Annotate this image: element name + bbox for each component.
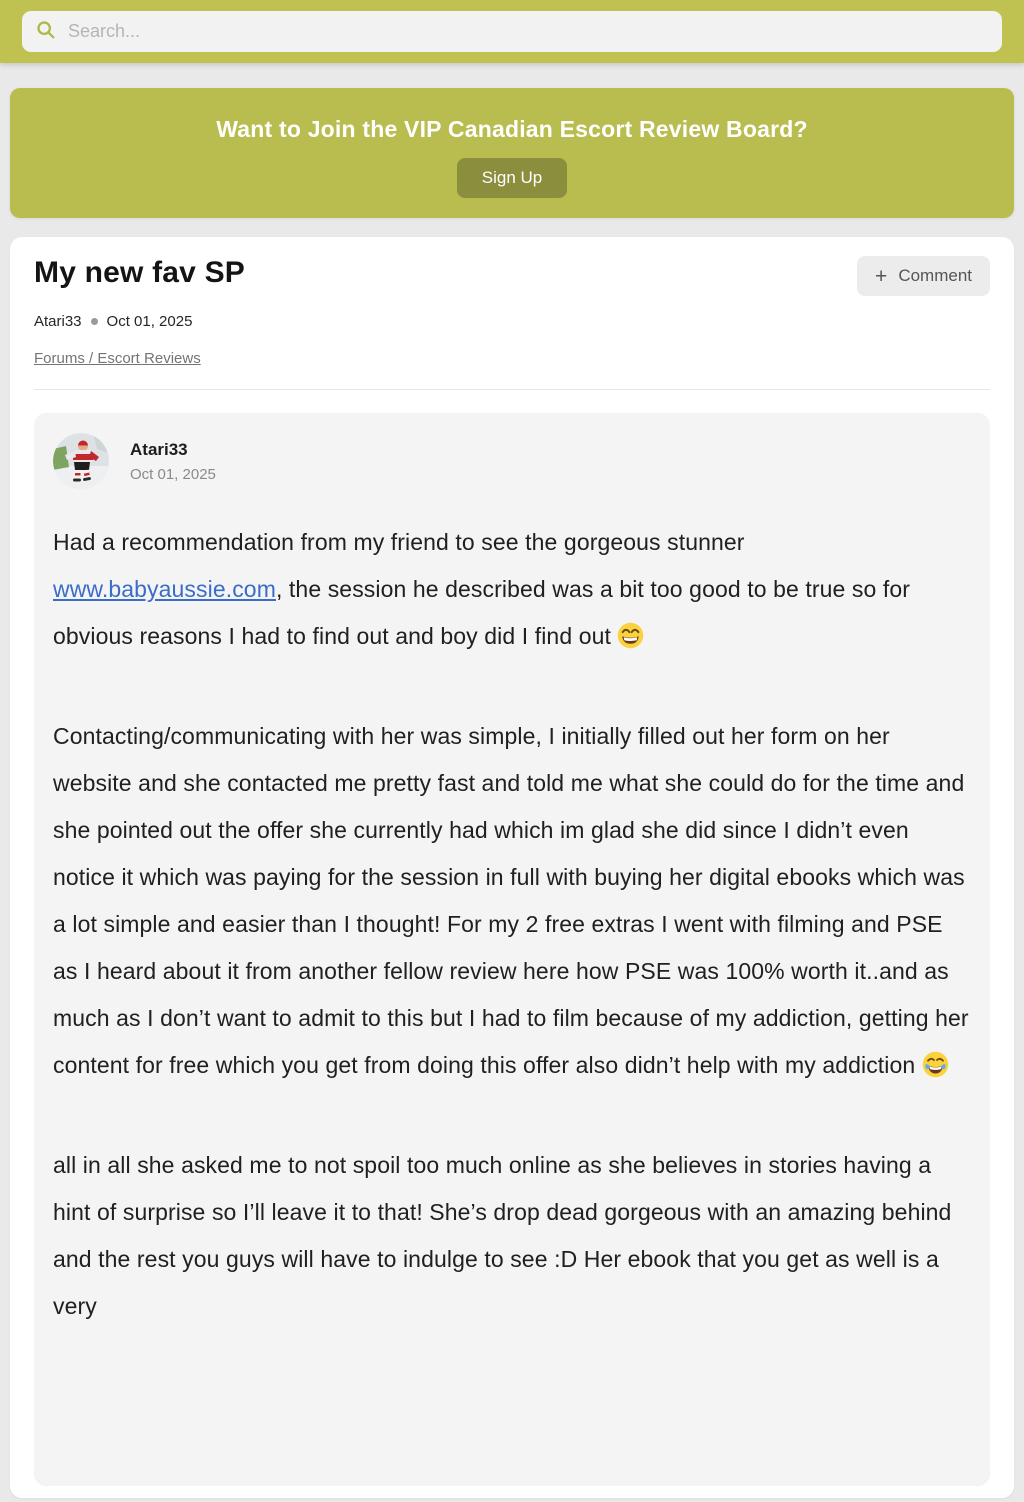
thread-author: Atari33 [34,313,82,330]
dot-separator-icon [91,318,98,325]
sign-up-button[interactable]: Sign Up [457,158,567,198]
comment-button-label: Comment [898,266,972,285]
post-author-name: Atari33 [130,440,188,459]
post-date: Oct 01, 2025 [130,466,216,483]
plus-icon: + [875,264,888,288]
tears-of-joy-emoji-icon [922,1057,949,1083]
thread-meta [34,313,990,330]
avatar [53,433,109,489]
post-paragraph-3: all in all she asked me to not spoil too much online as she believes in stories having a hint of surprise so I’ll leave it to that! She’s drop dead gorgeous with an amazing behind and the rest you guys will have to indulge to see :D Her ebook that you get as well is a very [53,1152,952,1319]
title-row [34,256,990,296]
top-search-bar [0,0,1024,63]
banner-title: Want to Join the VIP Canadian Escort Review Board? [216,116,808,142]
search-icon [35,19,56,45]
breadcrumb[interactable]: Forums / Escort Reviews [34,350,201,367]
thread-card [10,237,1014,1498]
p2-text: Contacting/communicating with her was simple, I initially filled out her form on her website and she contacted me pretty fast and told me what she could do for the time and she pointed out the offer she currently had which im glad she did since I didn’t even notice it which was paying for the session in full with buying her digital ebooks which was a lot simple and easier than I thought! For my 2 free extras I went with filming and PSE as I heard about it from another fellow review here how PSE was 100% worth it..and as much as I don’t want to admit to this but I had to film because of my addiction, getting her content for free which you get from doing this offer also didn’t help with my addiction [53,723,969,1078]
grinning-emoji-icon [617,628,644,654]
post-author-row [53,433,971,489]
post-body [53,519,971,1330]
post-paragraph-2 [53,713,971,1094]
post-link[interactable]: www.babyaussie.com [53,576,276,602]
page-title: My new fav SP [34,256,246,289]
p1-text-after-link: , the session he described was a bit too good to be true so for obvious reasons I had to find out and boy did I find out [53,576,911,649]
comment-button[interactable] [857,256,990,296]
search-box[interactable] [22,11,1002,52]
p1-text-before-link: Had a recommendation from my friend to see the gorgeous stunner [53,529,745,555]
search-input[interactable] [66,20,989,43]
divider [34,389,990,390]
thread-date: Oct 01, 2025 [106,313,193,330]
post-card [34,413,990,1486]
post-paragraph-1 [53,519,971,665]
post-author-info [130,433,216,489]
vip-signup-banner [10,88,1014,218]
